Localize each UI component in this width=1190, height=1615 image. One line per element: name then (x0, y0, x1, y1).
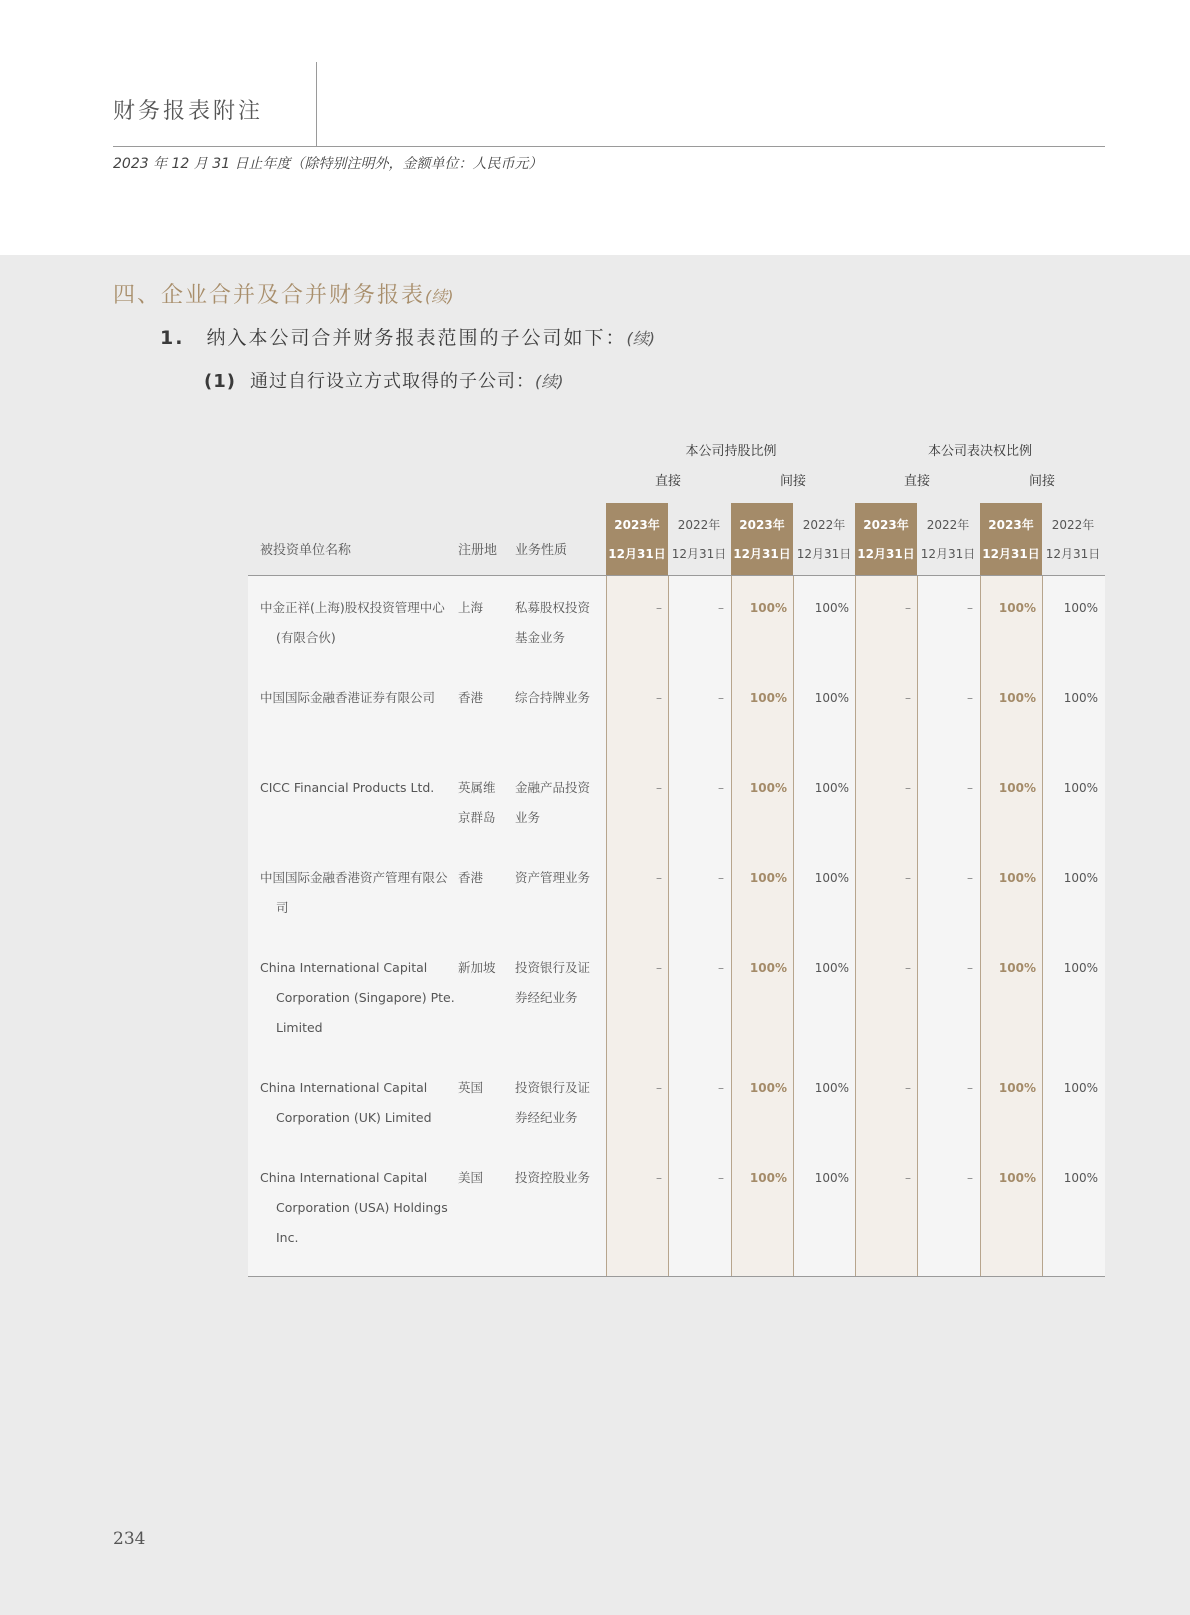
ownership-value: 100% (814, 691, 849, 705)
group-header-voting: 本公司表决权比例 (927, 444, 1032, 459)
ownership-value: 100% (998, 1081, 1036, 1095)
header-vertical-rule (316, 62, 317, 146)
year-label: 2023年 (614, 518, 660, 532)
ownership-value: 100% (749, 1171, 787, 1185)
ownership-value: – (656, 961, 662, 975)
year-header-2022 (793, 511, 855, 569)
ownership-value: 100% (749, 691, 787, 705)
year-header-2023 (731, 511, 793, 569)
ownership-value: 100% (749, 601, 787, 615)
registration-place: 美国 (458, 1170, 484, 1185)
business-nature: 金融产品投资业务 (515, 780, 591, 825)
table-bottom-rule (248, 1276, 1105, 1277)
ownership-value: 100% (1063, 1081, 1098, 1095)
registration-place: 香港 (458, 870, 484, 885)
ownership-value: 100% (814, 1081, 849, 1095)
ownership-value: 100% (749, 781, 787, 795)
subsection-continued: (续) (626, 329, 655, 348)
ownership-value: 100% (1063, 601, 1098, 615)
sub-subsection-continued: (续) (534, 372, 564, 391)
business-nature: 投资控股业务 (515, 1170, 591, 1185)
column-header-business: 业务性质 (515, 543, 568, 558)
date-label: 12月31日 (608, 547, 666, 561)
subsection-title: 纳入本公司合并财务报表范围的子公司如下： (206, 327, 627, 349)
ownership-value: 100% (1063, 871, 1098, 885)
business-nature: 综合持牌业务 (515, 690, 591, 705)
subsidiary-name: 中金正祥(上海)股权投资管理中心(有限合伙) (260, 600, 445, 645)
subsidiary-name: China International Capital Corporation (UK) Limited (260, 1080, 432, 1125)
ownership-value: – (905, 961, 911, 975)
registration-place: 新加坡 (458, 960, 496, 975)
ownership-value: – (967, 871, 973, 885)
ownership-value: 100% (749, 961, 787, 975)
business-nature: 投资银行及证券经纪业务 (515, 1080, 591, 1125)
year-label: 2022年 (802, 518, 846, 532)
ownership-value: – (656, 781, 662, 795)
ownership-value: – (718, 1171, 724, 1185)
ownership-value: 100% (1063, 781, 1098, 795)
ownership-value: 100% (749, 1081, 787, 1095)
ownership-value: – (656, 1171, 662, 1185)
date-label: 12月31日 (671, 547, 727, 561)
business-nature: 投资银行及证券经纪业务 (515, 960, 591, 1005)
group-header-holding: 本公司持股比例 (685, 444, 777, 459)
date-label: 12月31日 (1045, 547, 1101, 561)
year-label: 2022年 (677, 518, 721, 532)
date-label: 12月31日 (796, 547, 852, 561)
subheader-direct: 直接 (654, 474, 681, 489)
registration-place: 上海 (458, 600, 484, 615)
ownership-value: – (718, 691, 724, 705)
section-title: 四、企业合并及合并财务报表 (113, 283, 426, 308)
date-label: 12月31日 (857, 547, 915, 561)
year-header-2022 (1042, 511, 1104, 569)
column-header-name: 被投资单位名称 (260, 543, 352, 558)
ownership-value: – (967, 781, 973, 795)
ownership-value: – (718, 1081, 724, 1095)
subsidiary-name: 中国国际金融香港证券有限公司 (260, 690, 436, 705)
ownership-value: 100% (1063, 1171, 1098, 1185)
ownership-value: – (656, 691, 662, 705)
ownership-value: 100% (998, 961, 1036, 975)
business-nature: 资产管理业务 (515, 870, 591, 885)
year-label: 2023年 (739, 518, 785, 532)
ownership-value: – (905, 781, 911, 795)
ownership-value: – (656, 601, 662, 615)
ownership-value: 100% (814, 781, 849, 795)
section-heading (113, 278, 454, 309)
ownership-value: – (967, 1081, 973, 1095)
sub-subsection-heading (204, 367, 563, 393)
registration-place: 香港 (458, 690, 484, 705)
section-continued: (续) (425, 287, 454, 306)
year-label: 2023年 (863, 518, 909, 532)
ownership-value: – (967, 691, 973, 705)
ownership-value: – (905, 601, 911, 615)
page-subtitle: 2023 年 12 月 31 日止年度（除特别注明外，金额单位：人民币元） (113, 156, 543, 172)
date-label: 12月31日 (733, 547, 791, 561)
sub-subsection-number: (1) (204, 371, 236, 392)
ownership-value: – (656, 871, 662, 885)
subsidiary-name: CICC Financial Products Ltd. (260, 780, 435, 795)
business-nature: 私募股权投资基金业务 (515, 600, 591, 645)
ownership-value: – (905, 1081, 911, 1095)
ownership-value: – (905, 691, 911, 705)
year-header-2022 (668, 511, 730, 569)
ownership-value: 100% (749, 871, 787, 885)
ownership-value: – (967, 961, 973, 975)
date-label: 12月31日 (920, 547, 976, 561)
ownership-value: 100% (1063, 961, 1098, 975)
sub-subsection-title: 通过自行设立方式取得的子公司： (249, 371, 535, 392)
subsidiary-name: China International Capital Corporation (USA) Holdings Inc. (260, 1170, 448, 1245)
year-header-2022 (917, 511, 979, 569)
date-label: 12月31日 (982, 547, 1040, 561)
ownership-value: – (905, 871, 911, 885)
ownership-value: 100% (814, 601, 849, 615)
ownership-value: 100% (998, 871, 1036, 885)
year-header-2023 (606, 511, 668, 569)
subsidiaries-table (248, 440, 1105, 1278)
subsidiary-name: China International Capital Corporation (Singapore) Pte. Limited (260, 960, 455, 1035)
ownership-value: 100% (1063, 691, 1098, 705)
ownership-value: 100% (814, 961, 849, 975)
ownership-value: – (718, 781, 724, 795)
page-header-area (0, 0, 1190, 255)
ownership-value: – (718, 871, 724, 885)
page-title: 财务报表附注 (113, 99, 264, 124)
column-header-place: 注册地 (458, 543, 498, 558)
subheader-direct: 直接 (903, 474, 930, 489)
ownership-value: – (905, 1171, 911, 1185)
year-header-2023 (980, 511, 1042, 569)
year-header-2023 (855, 511, 917, 569)
ownership-value: 100% (998, 691, 1036, 705)
registration-place: 英国 (458, 1080, 484, 1095)
ownership-value: – (718, 601, 724, 615)
subsidiary-name: 中国国际金融香港资产管理有限公司 (260, 870, 448, 915)
subheader-indirect: 间接 (779, 474, 806, 489)
year-label: 2022年 (926, 518, 970, 532)
ownership-value: 100% (814, 1171, 849, 1185)
subsection-heading (160, 323, 655, 350)
ownership-value: 100% (998, 601, 1036, 615)
header-horizontal-rule (113, 146, 1105, 147)
page-number: 234 (113, 1529, 146, 1549)
subsection-number: 1. (160, 327, 185, 349)
subheader-indirect: 间接 (1028, 474, 1055, 489)
ownership-value: – (967, 1171, 973, 1185)
year-label: 2022年 (1051, 518, 1095, 532)
ownership-value: – (718, 961, 724, 975)
year-label: 2023年 (988, 518, 1034, 532)
ownership-value: – (967, 601, 973, 615)
ownership-value: 100% (998, 781, 1036, 795)
table-header-rule (248, 575, 1105, 576)
ownership-value: – (656, 1081, 662, 1095)
registration-place: 英属维京群岛 (458, 780, 496, 825)
ownership-value: 100% (814, 871, 849, 885)
ownership-value: 100% (998, 1171, 1036, 1185)
